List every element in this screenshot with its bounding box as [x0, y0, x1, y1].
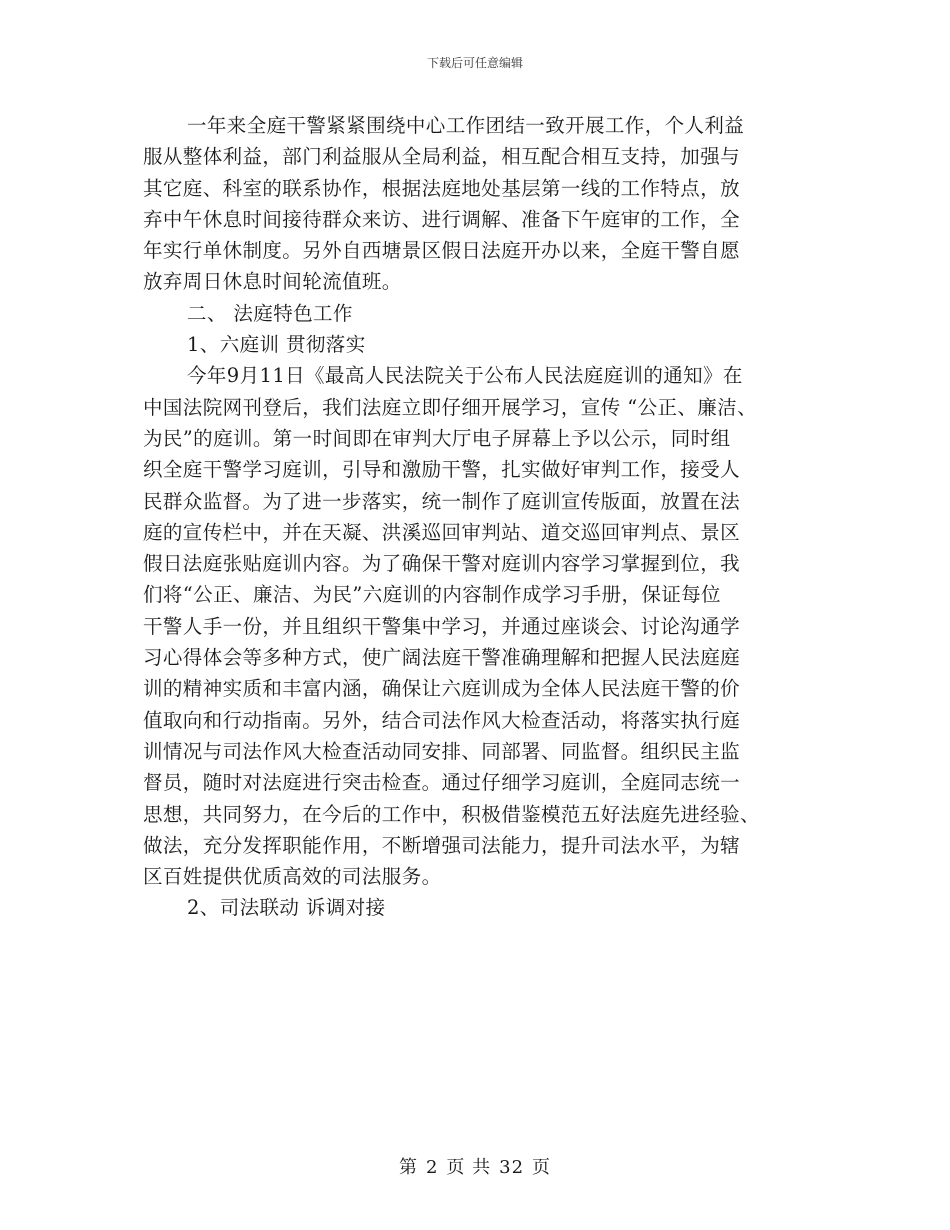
paragraph-line: 值取向和行动指南。另外，结合司法作风大检查活动，将落实执行庭 [143, 708, 741, 732]
page-number-footer [0, 1153, 950, 1179]
paragraph-line: 督员，随时对法庭进行突击检查。通过仔细学习庭训，全庭同志统一 [143, 771, 741, 795]
paragraph-line: 服从整体利益，部门利益服从全局利益，相互配合相互支持，加强与 [143, 145, 741, 169]
paragraph-line: 为民”的庭训。第一时间即在审判大厅电子屏幕上予以公示，同时组 [143, 426, 731, 450]
paragraph-line: 一年来全庭干警紧紧围绕中心工作团结一致开展工作，个人利益 [187, 114, 745, 137]
subsection-heading: 2、司法联动 诉调对接 [187, 896, 386, 920]
paragraph-line: 们将“公正、廉洁、为民”六庭训的内容制作成学习手册，保证每位 [143, 583, 721, 607]
paragraph-line: 区百姓提供优质高效的司法服务。 [143, 865, 442, 889]
section-heading: 二、 法庭特色工作 [187, 301, 353, 325]
paragraph-line: 干警人手一份，并且组织干警集中学习，并通过座谈会、讨论沟通学 [143, 614, 741, 638]
paragraph-line: 弃中午休息时间接待群众来访、进行调解、准备下午庭审的工作，全 [143, 207, 741, 231]
subsection-heading: 1、六庭训 贯彻落实 [187, 333, 366, 357]
paragraph-line: 放弃周日休息时间轮流值班。 [143, 270, 402, 294]
paragraph-line: 做法，充分发挥职能作用，不断增强司法能力，提升司法水平，为辖 [143, 833, 741, 857]
footer-label-of: 页 共 [446, 1157, 492, 1178]
document-body [143, 110, 808, 924]
footer-label-pages: 页 [532, 1157, 552, 1178]
paragraph-line: 中国法院网刊登后，我们法庭立即仔细开展学习，宣传 “公正、廉洁、 [143, 395, 757, 419]
paragraph-line: 民群众监督。为了进一步落实，统一制作了庭训宣传版面，放置在法 [143, 489, 741, 513]
paragraph-line: 庭的宣传栏中，并在天凝、洪溪巡回审判站、道交巡回审判点、景区 [143, 520, 741, 544]
paragraph-line: 其它庭、科室的联系协作，根据法庭地处基层第一线的工作特点，放 [143, 176, 741, 200]
page-header-note: 下载后可任意编辑 [426, 56, 523, 70]
current-page-number: 2 [425, 1157, 439, 1178]
paragraph-line: 思想，共同努力，在今后的工作中，积极借鉴模范五好法庭先进经验、 [143, 802, 760, 826]
footer-label-page: 第 [398, 1157, 418, 1178]
paragraph-line: 习心得体会等多种方式，使广阔法庭干警准确理解和把握人民法庭庭 [143, 646, 741, 670]
paragraph-line: 训的精神实质和丰富内涵，确保让六庭训成为全体人民法庭干警的价 [143, 677, 741, 701]
paragraph-line: 年实行单休制度。另外自西塘景区假日法庭开办以来，全庭干警自愿 [143, 239, 741, 263]
paragraph-line: 训情况与司法作风大检查活动同安排、同部署、同监督。组织民主监 [143, 739, 741, 763]
paragraph-line: 假日法庭张贴庭训内容。为了确保干警对庭训内容学习掌握到位，我 [143, 552, 741, 576]
paragraph-line: 今年9月11日《最高人民法院关于公布人民法庭庭训的通知》在 [187, 364, 743, 388]
paragraph-line: 织全庭干警学习庭训，引导和激励干警，扎实做好审判工作，接受人 [143, 458, 741, 482]
total-pages-number: 32 [499, 1157, 525, 1178]
